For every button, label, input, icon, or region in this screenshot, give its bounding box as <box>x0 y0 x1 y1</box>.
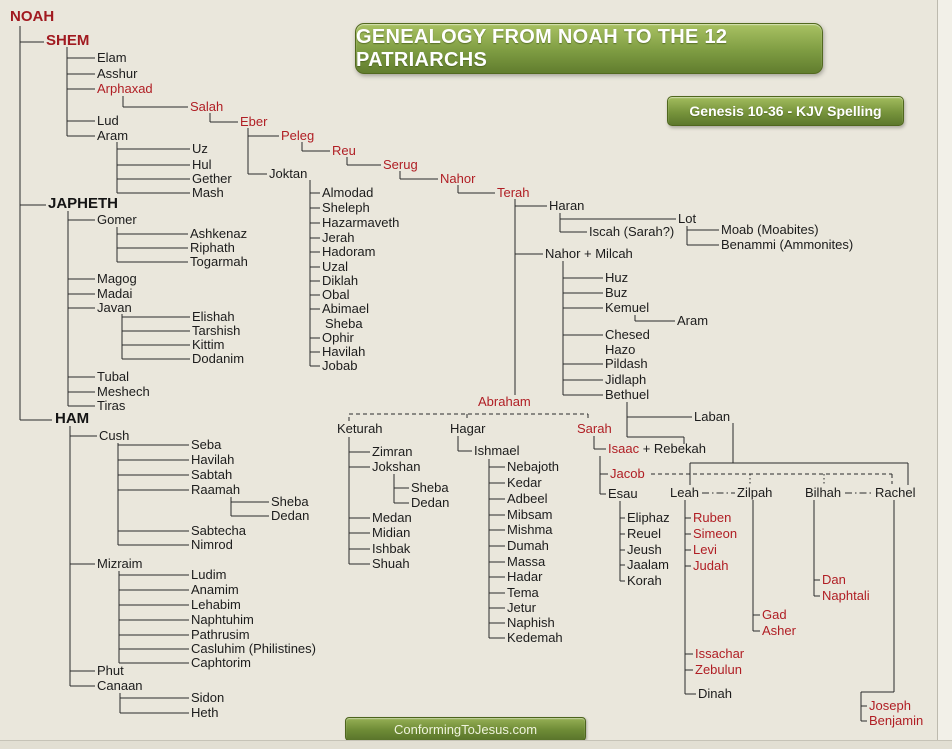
person-casluhim: Casluhim (Philistines) <box>191 641 316 656</box>
person-reu: Reu <box>332 143 356 158</box>
person-mibsam: Mibsam <box>507 507 553 522</box>
person-hazarmaveth: Hazarmaveth <box>322 215 400 230</box>
person-lot: Lot <box>678 211 697 226</box>
person-tiras: Tiras <box>97 398 126 413</box>
person-adbeel: Adbeel <box>507 491 548 506</box>
person-massa: Massa <box>507 554 546 569</box>
title-banner <box>355 23 823 74</box>
person-ishbak: Ishbak <box>372 541 411 556</box>
person-canaan: Canaan <box>97 678 143 693</box>
person-jacob: Jacob <box>610 466 645 481</box>
person-midian: Midian <box>372 525 411 540</box>
person-elishah: Elishah <box>192 309 235 324</box>
person-sabtah: Sabtah <box>191 467 233 482</box>
person-hul: Hul <box>192 157 212 172</box>
person-gether: Gether <box>192 171 232 186</box>
person-zimran: Zimran <box>372 444 413 459</box>
person-simeon: Simeon <box>693 526 738 541</box>
person-raamah: Raamah <box>191 482 241 497</box>
person-diklah: Diklah <box>322 273 359 288</box>
person-isaac: Isaac + Rebekah <box>608 441 706 456</box>
person-kedar: Kedar <box>507 475 542 490</box>
person-phut: Phut <box>97 663 124 678</box>
person-jaalam: Jaalam <box>627 557 669 572</box>
person-serug: Serug <box>383 157 418 172</box>
person-dodanim: Dodanim <box>192 351 245 366</box>
person-sabtecha: Sabtecha <box>191 523 246 538</box>
person-kittim: Kittim <box>192 337 225 352</box>
person-tubal: Tubal <box>97 369 130 384</box>
person-terah: Terah <box>497 185 530 200</box>
person-lehabim: Lehabim <box>191 597 241 612</box>
person-ophir: Ophir <box>322 330 354 345</box>
person-benjamin: Benjamin <box>869 713 924 728</box>
person-cush: Cush <box>99 428 130 443</box>
page-edge-right <box>937 0 952 749</box>
person-aram-kemuel: Aram <box>677 313 709 328</box>
person-togarmah: Togarmah <box>190 254 248 269</box>
person-pathrusim: Pathrusim <box>191 627 250 642</box>
person-jeush: Jeush <box>627 542 662 557</box>
person-nimrod: Nimrod <box>191 537 233 552</box>
subtitle-text: Genesis 10-36 - KJV Spelling <box>689 103 882 119</box>
person-uz: Uz <box>192 141 208 156</box>
person-noah: NOAH <box>10 8 55 25</box>
person-joktan: Joktan <box>269 166 308 181</box>
person-buz: Buz <box>605 285 628 300</box>
person-ashkenaz: Ashkenaz <box>190 226 248 241</box>
person-naphtali: Naphtali <box>822 588 870 603</box>
person-pildash: Pildash <box>605 356 648 371</box>
person-dedan-jokshan: Dedan <box>411 495 450 510</box>
person-jobab: Jobab <box>322 358 358 373</box>
subtitle-badge <box>667 96 904 126</box>
person-sheba-raamah: Sheba <box>271 494 309 509</box>
person-medan: Medan <box>372 510 412 525</box>
person-nahor-milcah: Nahor + Milcah <box>545 246 633 261</box>
person-eliphaz: Eliphaz <box>627 510 670 525</box>
person-rachel: Rachel <box>875 485 916 500</box>
person-kedemah: Kedemah <box>507 630 563 645</box>
person-javan: Javan <box>97 300 132 315</box>
person-ruben: Ruben <box>693 510 732 525</box>
person-obal: Obal <box>322 287 350 302</box>
person-ishmael: Ishmael <box>474 443 520 458</box>
person-abimael: Abimael <box>322 301 369 316</box>
person-havilah-joktan: Havilah <box>322 344 366 359</box>
person-gomer: Gomer <box>97 212 137 227</box>
person-bethuel: Bethuel <box>605 387 650 402</box>
person-hazo: Hazo <box>605 342 636 357</box>
person-nebajoth: Nebajoth <box>507 459 560 474</box>
person-magog: Magog <box>97 271 137 286</box>
person-elam: Elam <box>97 50 127 65</box>
person-dedan-raamah: Dedan <box>271 508 310 523</box>
person-ham: HAM <box>55 410 90 427</box>
person-tema: Tema <box>507 585 539 600</box>
person-seba: Seba <box>191 437 222 452</box>
website-text: ConformingToJesus.com <box>393 721 538 737</box>
person-riphath: Riphath <box>190 240 235 255</box>
person-tarshish: Tarshish <box>192 323 241 338</box>
person-abraham: Abraham <box>478 394 531 409</box>
person-judah: Judah <box>693 558 729 573</box>
person-naphtuhim: Naphtuhim <box>191 612 254 627</box>
person-isaac-spouse: + Rebekah <box>639 441 706 456</box>
person-meshech: Meshech <box>97 384 150 399</box>
person-joseph: Joseph <box>869 698 911 713</box>
person-hadar: Hadar <box>507 569 543 584</box>
person-eber: Eber <box>240 114 268 129</box>
person-iscah: Iscah (Sarah?) <box>589 224 675 239</box>
person-shuah: Shuah <box>372 556 410 571</box>
website-badge <box>345 717 586 741</box>
page-title: GENEALOGY FROM NOAH TO THE 12 PATRIARCHS <box>356 25 728 71</box>
person-leah: Leah <box>670 485 699 500</box>
person-chesed: Chesed <box>605 327 650 342</box>
person-mizraim: Mizraim <box>97 556 143 571</box>
person-jokshan: Jokshan <box>372 459 421 474</box>
person-mash: Mash <box>192 185 224 200</box>
person-lud: Lud <box>97 113 119 128</box>
person-mishma: Mishma <box>507 522 553 537</box>
person-esau: Esau <box>608 486 638 501</box>
person-levi: Levi <box>693 542 717 557</box>
person-sidon: Sidon <box>191 690 225 705</box>
person-dumah: Dumah <box>507 538 549 553</box>
person-benammi: Benammi (Ammonites) <box>721 237 854 252</box>
person-korah: Korah <box>627 573 662 588</box>
person-almodad: Almodad <box>322 185 374 200</box>
person-huz: Huz <box>605 270 629 285</box>
person-sheba-joktan: Sheba <box>325 316 363 331</box>
person-sheba-jokshan: Sheba <box>411 480 449 495</box>
person-dinah: Dinah <box>698 686 732 701</box>
person-uzal: Uzal <box>322 259 349 274</box>
person-issachar: Issachar <box>695 646 745 661</box>
person-naphish: Naphish <box>507 615 555 630</box>
person-moab: Moab (Moabites) <box>721 222 819 237</box>
person-salah: Salah <box>190 99 224 114</box>
person-sarah: Sarah <box>577 421 612 436</box>
person-dan: Dan <box>822 572 846 587</box>
person-asher: Asher <box>762 623 796 638</box>
person-laban: Laban <box>694 409 731 424</box>
person-ludim: Ludim <box>191 567 227 582</box>
person-madai: Madai <box>97 286 133 301</box>
person-jidlaph: Jidlaph <box>605 372 647 387</box>
person-nahor-elder: Nahor <box>440 171 476 186</box>
person-hadoram: Hadoram <box>322 244 376 259</box>
person-peleg: Peleg <box>281 128 315 143</box>
person-asshur: Asshur <box>97 66 138 81</box>
person-keturah: Keturah <box>337 421 383 436</box>
person-aram-shem: Aram <box>97 128 129 143</box>
person-kemuel: Kemuel <box>605 300 650 315</box>
person-hagar: Hagar <box>450 421 486 436</box>
person-anamim: Anamim <box>191 582 239 597</box>
person-reuel: Reuel <box>627 526 661 541</box>
person-japheth: JAPHETH <box>48 195 119 212</box>
page-edge-bottom <box>0 740 952 749</box>
person-zilpah: Zilpah <box>737 485 773 500</box>
person-gad: Gad <box>762 607 787 622</box>
person-jetur: Jetur <box>507 600 536 615</box>
person-caphtorim: Caphtorim <box>191 655 251 670</box>
person-shem: SHEM <box>46 32 90 49</box>
person-sheleph: Sheleph <box>322 200 370 215</box>
person-heth: Heth <box>191 705 219 720</box>
person-jerah: Jerah <box>322 230 355 245</box>
person-zebulun: Zebulun <box>695 662 742 677</box>
person-havilah-cush: Havilah <box>191 452 235 467</box>
person-arphaxad: Arphaxad <box>97 81 153 96</box>
person-haran: Haran <box>549 198 585 213</box>
person-bilhah: Bilhah <box>805 485 842 500</box>
